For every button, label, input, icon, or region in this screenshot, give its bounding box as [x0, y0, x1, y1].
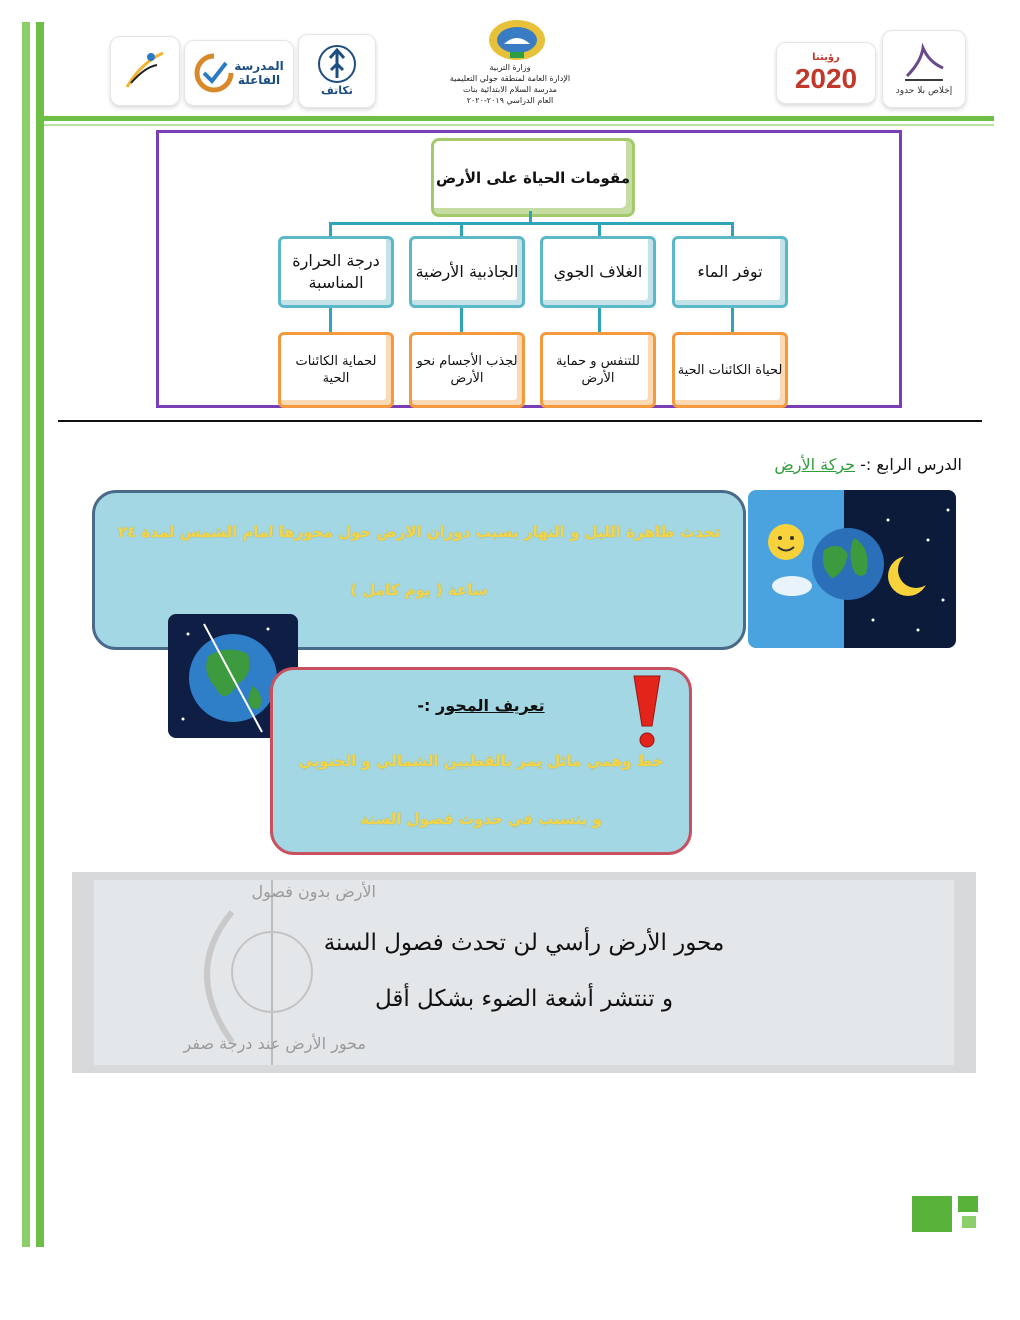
arrows-up-icon — [317, 44, 357, 84]
ministry-text-block — [420, 62, 600, 106]
connector — [329, 308, 332, 332]
runner-icon — [117, 43, 173, 99]
lesson-prefix: الدرس الرابع :- — [860, 455, 962, 474]
school-motto: إخلاص بلا حدود — [895, 85, 953, 96]
takatuf-logo — [298, 34, 376, 108]
footer-decor-square-small — [958, 1196, 978, 1212]
takatuf-label: تكاتف — [321, 84, 353, 98]
sun-icon — [768, 524, 804, 560]
sports-logo — [110, 36, 180, 106]
vision-label: رؤيتنا — [812, 52, 840, 63]
earth-icon — [812, 528, 884, 600]
diagram-root-node: مقومات الحياة على الأرض — [431, 138, 635, 217]
left-decor-bar — [22, 22, 30, 1247]
active-school-label: المدرسة الفاعلة — [234, 58, 284, 87]
seasons-line2: و تنتشر أشعة الضوء بشكل أقل — [374, 986, 674, 1012]
leaf-gravity: لجذب الأجسام نحو الأرض — [409, 332, 525, 408]
vision-year: 2020 — [794, 63, 858, 94]
active-school-logo — [184, 40, 294, 106]
kuwait-emblem-icon — [486, 16, 548, 62]
school-logo — [882, 30, 966, 108]
connector — [731, 222, 734, 236]
exclamation-icon — [630, 672, 664, 752]
axis-title-suffix: :- — [417, 696, 431, 715]
day-night-text-line1: تحدث ظاهرة الليل و النهار بسبب دوران الارض حول محورها امام الشمس لمدة ٢٤ — [117, 523, 721, 541]
ministry-line: مدرسة السلام الابتدائية بنات — [463, 85, 557, 94]
seasons-box — [72, 872, 976, 1073]
ministry-line: الإدارة العامة لمنطقة حولي التعليمية — [449, 74, 571, 83]
ministry-emblem — [486, 16, 548, 62]
axis-definition-box — [270, 667, 692, 855]
leaf-atmosphere: للتنفس و حماية الأرض — [540, 332, 656, 408]
check-swoosh-icon — [194, 53, 234, 93]
node-atmosphere: الغلاف الجوي — [540, 236, 656, 308]
ministry-line: العام الدراسي ٢٠١٩-٢٠٢٠ — [466, 96, 554, 105]
footer-decor-square — [912, 1196, 952, 1232]
connector — [731, 308, 734, 332]
connector — [598, 308, 601, 332]
connector — [329, 222, 734, 225]
footer-decor-square-tiny — [962, 1216, 976, 1228]
seasons-ghost-caption-top: الأرض بدون فصول — [251, 882, 376, 901]
day-night-illustration — [748, 490, 956, 648]
node-temperature: درجة الحرارة المناسبة — [278, 236, 394, 308]
axis-definition-line1: خط وهمي مائل يمر بالقطبين الشمالي و الجنوبي — [298, 752, 664, 770]
connector — [460, 222, 463, 236]
node-water: توفر الماء — [672, 236, 788, 308]
seasons-line1: محور الأرض رأسي لن تحدث فصول السنة — [323, 930, 725, 956]
axis-heading — [273, 696, 689, 715]
day-night-text-line2: ساعة ( يوم كامل ) — [350, 581, 488, 599]
axis-title: تعريف المحور — [436, 696, 545, 715]
left-decor-bar-inner — [36, 22, 44, 1247]
header-divider-light — [44, 124, 994, 126]
connector — [598, 222, 601, 236]
seasons-ghost-caption-bottom: محور الأرض عند درجة صفر — [183, 1034, 366, 1053]
lesson-heading — [774, 455, 962, 474]
leaf-water: لحياة الكائنات الحية — [672, 332, 788, 408]
ministry-line: وزارة التربية — [489, 63, 531, 72]
axis-definition-line2: و يتسبب في حدوث فصول السنة — [360, 810, 602, 828]
vision-2020-logo — [776, 42, 876, 104]
header-divider — [44, 116, 994, 121]
connector — [460, 308, 463, 332]
node-gravity: الجاذبية الأرضية — [409, 236, 525, 308]
leaf-temperature: لحماية الكائنات الحية — [278, 332, 394, 408]
section-separator — [58, 420, 982, 422]
connector — [329, 222, 332, 236]
school-emblem-icon — [899, 42, 949, 86]
lesson-topic: حركة الأرض — [774, 455, 856, 474]
